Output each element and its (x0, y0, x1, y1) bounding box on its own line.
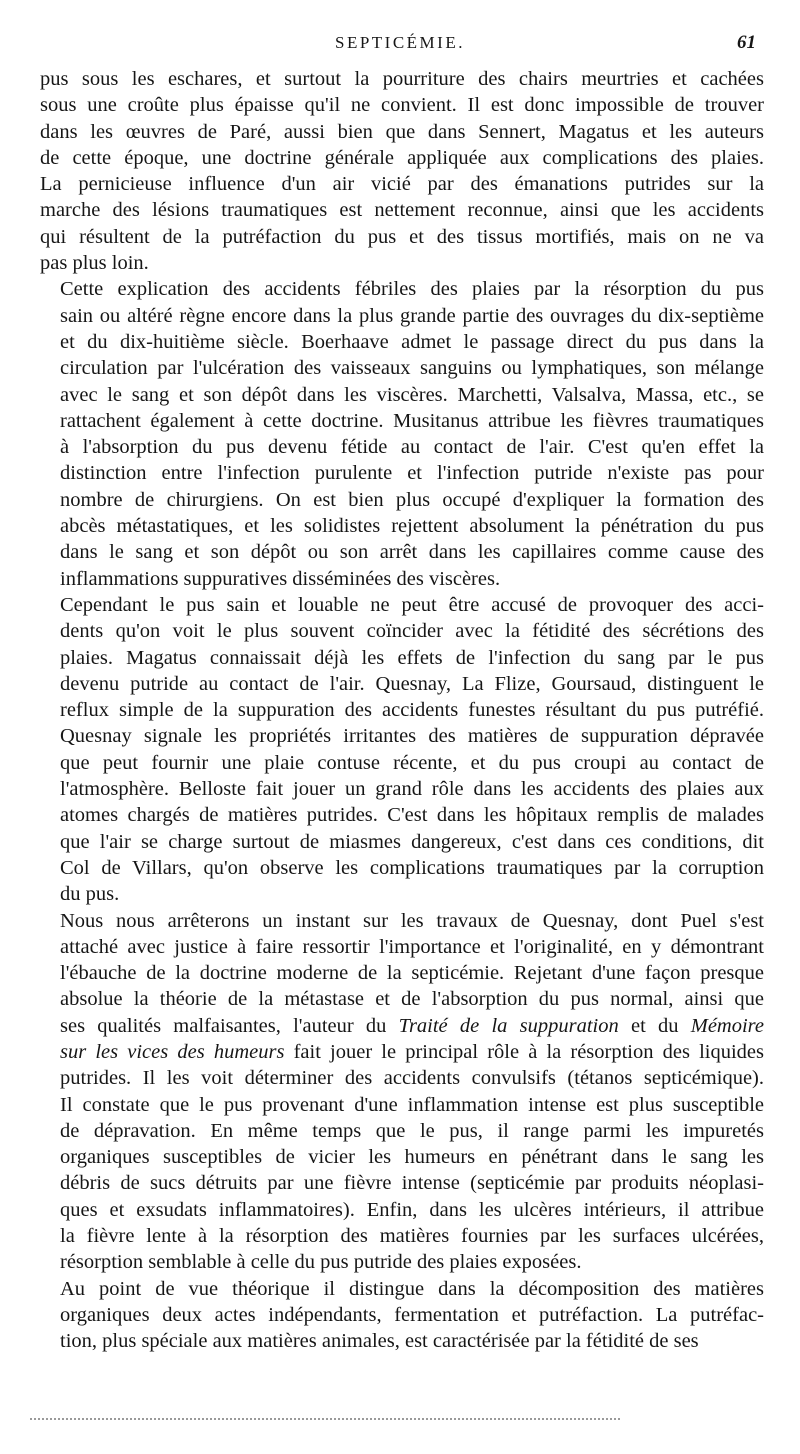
text-line: distinction entre l'infection purulente et l'infection putride n'existe pas pour (60, 462, 764, 485)
text-line: pus sous les eschares, et surtout la pourriture des chairs meurtries et cachées (40, 68, 764, 90)
text-line: absolue la théorie de la métastase et de l'absorption du pus normal, ainsi que (60, 988, 764, 1011)
text-line: rattachent également à cette doctrine. Musitanus attribue les fièvres traumatiques (60, 409, 764, 432)
paragraph (40, 592, 764, 908)
text-line: et du dix-huitième siècle. Boerhaave admet le passage direct du pus dans la (60, 330, 764, 353)
text-line: atomes chargés de matières putrides. C'est dans les hôpitaux remplis de malades (60, 804, 764, 827)
text-line: l'ébauche de la doctrine moderne de la septicémie. Rejetant d'une façon presque (60, 962, 764, 985)
italic-title: sur les vices des humeurs (60, 1040, 285, 1063)
text-line: Cette explication des accidents fébriles des plaies par la résorption du pus (60, 278, 764, 301)
text-line: Il constate que le pus provenant d'une inflammation intense est plus susceptible (60, 1093, 764, 1116)
text-line: de dépravation. En même temps que le pus, il range parmi les impuretés (60, 1119, 764, 1142)
text-line: débris de sucs détruits par une fièvre intense (septicémie par produits néoplasi- (60, 1172, 764, 1195)
running-head (40, 28, 760, 58)
text-line: dans le sang et son dépôt ou son arrêt dans les capillaires comme cause des (60, 541, 764, 564)
text-line: organiques deux actes indépendants, fermentation et putréfaction. La putréfac- (60, 1303, 764, 1326)
text-line: que l'air se charge surtout de miasmes dangereux, c'est dans ces conditions, dit (60, 830, 764, 853)
text-line: organiques susceptibles de vicier les humeurs en pénétrant dans le sang les (60, 1146, 764, 1169)
text-line: pas plus loin. (40, 252, 149, 275)
text-line: Col de Villars, qu'on observe les complications traumatiques par la corruption (60, 856, 764, 879)
italic-title: Mémoire (690, 1014, 764, 1037)
text-line: sous une croûte plus épaisse qu'il ne convient. Il est donc impossible de trouver (40, 94, 764, 117)
text-line: Cependant le pus sain et louable ne peut être accusé de provoquer des acci- (60, 593, 764, 616)
text-line: marche des lésions traumatiques est nettement reconnue, ainsi que les accidents (40, 199, 764, 222)
text-line: du pus. (60, 883, 120, 906)
italic-title: Traité de la suppuration (398, 1014, 619, 1037)
text-line: dans les œuvres de Paré, aussi bien que dans Sennert, Magatus et les auteurs (40, 120, 764, 143)
text-line: nombre de chirurgiens. On est bien plus occupé d'expliquer la formation des (60, 488, 764, 511)
text-line: Quesnay signale les propriétés irritantes des matières de suppuration dépravée (60, 725, 764, 748)
text-line: l'atmosphère. Belloste fait jouer un grand rôle dans les accidents des plaies aux (60, 778, 764, 801)
text-line: résorption semblable à celle du pus putride des plaies exposées. (60, 1251, 582, 1274)
text-line: abcès métastatiques, et les solidistes rejettent absolument la pénétration du pus (60, 515, 764, 538)
text-line: dents qu'on voit le plus souvent coïncider avec la fétidité des sécrétions des (60, 620, 764, 643)
text-line: inflammations suppuratives disséminées des viscères. (60, 567, 501, 590)
text-line: tion, plus spéciale aux matières animales, est caractérisée par la fétidité de ses (60, 1330, 699, 1353)
text-line: sain ou altéré règne encore dans la plus grande partie des ouvrages du dix-septième (60, 304, 764, 327)
text-line: circulation par l'ulcération des vaisseaux sanguins ou lymphatiques, son mélange (60, 357, 764, 380)
text-line: ses qualités malfaisantes, l'auteur du Traité de la suppuration et du Mémoire (60, 1014, 764, 1037)
text-line: que peut fournir une plaie contuse récente, et du pus croupi au contact de (60, 751, 764, 774)
paragraph (40, 1276, 764, 1355)
text-line: à l'absorption du pus devenu fétide au contact de l'air. C'est qu'en effet la (60, 436, 764, 459)
running-title: SEPTICÉMIE. (335, 33, 465, 52)
text-line: reflux simple de la suppuration des accidents funestes résultant du pus putréfié. (60, 699, 764, 722)
text-line: devenu putride au contact de l'air. Quesnay, La Flize, Goursaud, distinguent le (60, 672, 764, 695)
paragraph (40, 276, 764, 592)
text-line: attaché avec justice à faire ressortir l'importance et l'originalité, en y démontrant (60, 935, 764, 958)
text-line: putrides. Il les voit déterminer des accidents convulsifs (tétanos septicémique). (60, 1067, 764, 1090)
bottom-rule (30, 1418, 620, 1420)
body-text (40, 66, 764, 1355)
text-line: La pernicieuse influence d'un air vicié par des émanations putrides sur la (40, 173, 764, 196)
paragraph (40, 66, 764, 276)
text-line: de cette époque, une doctrine générale appliquée aux complications des plaies. (40, 146, 764, 169)
text-line: avec le sang et son dépôt dans les viscères. Marchetti, Valsalva, Massa, etc., se (60, 383, 764, 406)
text-line: la fièvre lente à la résorption des matières fournies par les surfaces ulcérées, (60, 1225, 764, 1248)
text-line: qui résultent de la putréfaction du pus et des tissus mortifiés, mais on ne va (40, 225, 764, 248)
text-line: Nous nous arrêterons un instant sur les travaux de Quesnay, dont Puel s'est (60, 909, 764, 932)
text-line: ques et exsudats inflammatoires). Enfin, dans les ulcères intérieurs, il attribue (60, 1198, 764, 1221)
text-line: sur les vices des humeurs fait jouer le principal rôle à la résorption des liquides (60, 1040, 765, 1063)
text-line: Au point de vue théorique il distingue dans la décomposition des matières (60, 1277, 764, 1300)
paragraph (40, 908, 764, 1276)
page-number: 61 (737, 32, 756, 53)
text-line: plaies. Magatus connaissait déjà les effets de l'infection du sang par le pus (60, 646, 764, 669)
